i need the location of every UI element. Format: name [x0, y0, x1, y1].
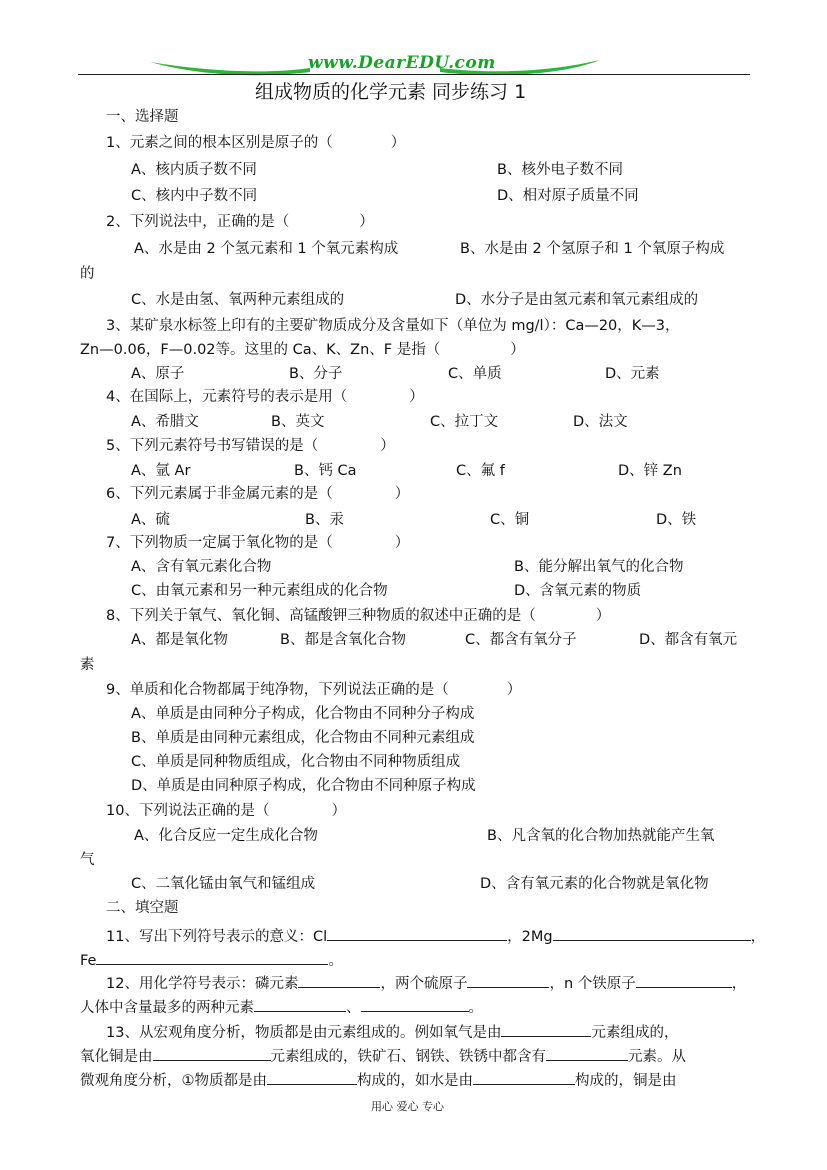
question-13-l3c: 构成的，铜是由 [575, 1073, 677, 1089]
q2-option-b: B、水是由 2 个氢原子和 1 个氧原子构成 [460, 241, 725, 257]
answer-blank-two-sulfur[interactable] [467, 972, 549, 988]
q5-option-b: B、钙 Ca [294, 463, 357, 479]
q6-option-c: C、铜 [490, 512, 530, 528]
question-2 [106, 212, 374, 232]
question-12-stem: 12、用化学符号表示：磷元素 [106, 976, 299, 992]
q9-option-a: A、单质是由同种分子构成，化合物由不同种分子构成 [131, 706, 475, 722]
q3-option-c: C、单质 [448, 366, 502, 382]
question-3-line1: 3、某矿泉水标签上印有的主要矿物质成分及含量如下（单位为 mg/l）：Ca—20，K—3， [106, 318, 680, 334]
question-13-l1b: 元素组成的， [591, 1025, 679, 1041]
q9-option-b: B、单质是由同种元素组成，化合物由不同种元素组成 [131, 730, 475, 746]
answer-blank-element-1[interactable] [254, 996, 346, 1012]
question-6 [106, 484, 409, 504]
q3-option-d: D、元素 [605, 366, 660, 382]
answer-blank-phosphorus[interactable] [298, 972, 380, 988]
question-5 [106, 436, 395, 456]
q8-option-d-wrap: 素 [80, 657, 95, 673]
q6-option-a: A、硫 [131, 512, 170, 528]
question-6-close: ） [394, 486, 410, 502]
question-13-l2a: 氧化铜是由 [80, 1049, 153, 1065]
question-10-stem: 10、下列说法正确的是（ [106, 803, 270, 819]
question-1-stem: 1、元素之间的根本区别是原子的（ [106, 135, 333, 151]
answer-blank-particles[interactable] [267, 1069, 357, 1085]
question-3-line2 [80, 340, 525, 360]
q2-option-a: A、水是由 2 个氢元素和 1 个氧元素构成 [134, 241, 399, 257]
question-13-line1 [106, 1021, 678, 1043]
q10-option-c: C、二氧化锰由氧气和锰组成 [131, 876, 316, 892]
header-brand: www.DearEDU.com [308, 53, 496, 73]
q2-option-c: C、水是由氢、氧两种元素组成的 [131, 292, 345, 308]
q1-option-a: A、核内质子数不同 [131, 162, 257, 178]
question-12 [106, 972, 746, 994]
q4-option-c: C、拉丁文 [430, 414, 499, 430]
question-13-l2b: 元素组成的，铁矿石、钢铁、铁锈中都含有 [270, 1049, 546, 1065]
answer-blank-cl[interactable] [327, 925, 507, 941]
question-11-line2 [80, 949, 343, 971]
question-12-sep: 、 [346, 1000, 361, 1016]
page-footer: 用心 爱心 专心 [371, 1100, 444, 1113]
q3-option-a: A、原子 [131, 366, 185, 382]
question-4 [106, 387, 424, 407]
answer-blank-fe[interactable] [96, 949, 328, 965]
q7-option-d: D、含氧元素的物质 [514, 583, 642, 599]
q7-option-a: A、含有氧元素化合物 [131, 559, 272, 575]
question-12-line2 [80, 996, 483, 1018]
question-12-end: 。 [468, 1000, 483, 1016]
question-11-sep2: ， [750, 929, 766, 945]
q6-option-b: B、汞 [305, 512, 344, 528]
question-4-close: ） [409, 389, 424, 405]
header-rule [78, 74, 750, 75]
question-7 [106, 533, 409, 553]
question-11-stem: 11、写出下列符号表示的意义：Cl [106, 929, 328, 945]
q10-option-b: B、凡含氧的化合物加热就能产生氧 [487, 828, 715, 844]
q5-option-a: A、氩 Ar [131, 463, 191, 479]
question-13-line3 [80, 1069, 677, 1091]
q7-option-c: C、由氧元素和另一种元素组成的化合物 [131, 583, 388, 599]
answer-blank-water-particles[interactable] [473, 1069, 575, 1085]
q4-option-b: B、英文 [271, 414, 325, 430]
question-2-close: ） [359, 214, 374, 230]
section-heading-choice: 一、选择题 [106, 109, 179, 125]
question-13-line2 [80, 1045, 686, 1067]
q5-option-d: D、锌 Zn [618, 463, 682, 479]
question-5-close: ） [380, 438, 395, 454]
q9-option-d: D、单质是由同种原子构成，化合物由不同种原子构成 [131, 778, 476, 794]
q2-option-b-wrap: 的 [80, 266, 95, 282]
question-11-fe: Fe [80, 953, 97, 969]
answer-blank-oxygen-element[interactable] [501, 1021, 591, 1037]
q1-option-c: C、核内中子数不同 [131, 188, 258, 204]
q8-option-a: A、都是氧化物 [131, 632, 228, 648]
q4-option-d: D、法文 [573, 414, 628, 430]
q6-option-d: D、铁 [656, 512, 697, 528]
question-12-p2: ，两个硫原子 [380, 976, 468, 992]
question-7-close: ） [394, 535, 410, 551]
section-heading-fill: 二、填空题 [106, 900, 179, 916]
question-13-l3a: 微观角度分析，①物质都是由 [80, 1073, 267, 1089]
question-10-close: ） [331, 803, 346, 819]
q2-option-d: D、水分子是由氢元素和氧元素组成的 [455, 292, 699, 308]
question-13-l2c: 元素。从 [628, 1049, 686, 1065]
question-8-close: ） [595, 608, 611, 624]
q9-option-c: C、单质是同种物质组成，化合物由不同种物质组成 [131, 754, 461, 770]
question-4-stem: 4、在国际上，元素符号的表示是用（ [106, 389, 348, 405]
question-6-stem: 6、下列元素属于非金属元素的是（ [106, 486, 333, 502]
q5-option-c: C、氟 f [456, 463, 505, 479]
q1-option-d: D、相对原子质量不同 [497, 188, 639, 204]
question-8-stem: 8、下列关于氧气、氧化铜、高锰酸钾三种物质的叙述中正确的是（ [106, 608, 536, 624]
question-11 [106, 925, 765, 947]
question-7-stem: 7、下列物质一定属于氧化物的是（ [106, 535, 333, 551]
q10-option-a: A、化合反应一定生成化合物 [134, 828, 318, 844]
q1-option-b: B、核外电子数不同 [497, 162, 623, 178]
question-3-close: ） [510, 342, 525, 358]
question-5-stem: 5、下列元素符号书写错误的是（ [106, 438, 319, 454]
question-11-end: 。 [328, 953, 343, 969]
q7-option-b: B、能分解出氧气的化合物 [514, 559, 684, 575]
answer-blank-copper-oxide-elements[interactable] [153, 1045, 271, 1061]
q3-option-b: B、分子 [289, 366, 343, 382]
q8-option-c: C、都含有氧分子 [465, 632, 577, 648]
question-12-p4: ， [731, 976, 747, 992]
question-13-l3b: 构成的，如水是由 [357, 1073, 473, 1089]
question-13-l1a: 13、从宏观角度分析，物质都是由元素组成的。例如氧气是由 [106, 1025, 502, 1041]
question-12-p3: ，n 个铁原子 [549, 976, 636, 992]
page-title: 组成物质的化学元素 同步练习 1 [255, 81, 527, 103]
q10-option-b-wrap: 气 [80, 852, 95, 868]
answer-blank-iron-element[interactable] [546, 1045, 628, 1061]
q8-option-b: B、都是含氧化合物 [280, 632, 406, 648]
q8-option-d: D、都含有氧元 [639, 632, 738, 648]
question-9-stem: 9、单质和化合物都属于纯净物，下列说法正确的是（ [106, 682, 449, 698]
question-12-line2-text: 人体中含量最多的两种元素 [80, 1000, 254, 1016]
question-3-stem: Zn—0.06，F—0.02等。这里的 Ca、K、Zn、F 是指（ [80, 342, 441, 358]
answer-blank-n-iron[interactable] [636, 972, 732, 988]
q10-option-d: D、含有氧元素的化合物就是氧化物 [480, 876, 709, 892]
answer-blank-2mg[interactable] [553, 925, 751, 941]
question-8 [106, 606, 610, 626]
question-9-close: ） [506, 682, 522, 698]
question-1 [106, 133, 405, 153]
q4-option-a: A、希腊文 [131, 414, 199, 430]
question-9 [106, 680, 521, 700]
answer-blank-element-2[interactable] [361, 996, 469, 1012]
question-10 [106, 801, 346, 821]
question-11-sep1: ，2Mg [507, 929, 553, 945]
question-1-close: ） [390, 135, 406, 151]
question-2-stem: 2、下列说法中，正确的是（ [106, 214, 290, 230]
